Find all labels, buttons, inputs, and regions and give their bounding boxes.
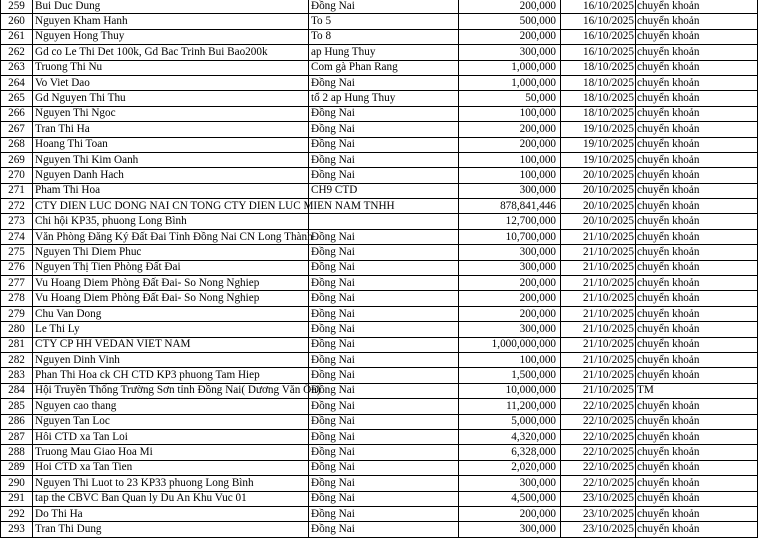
date-cell[interactable]: 21/10/2025 xyxy=(561,291,636,306)
table-row xyxy=(1,429,758,444)
payment-method-cell[interactable]: chuyển khoản xyxy=(636,429,758,444)
table-row xyxy=(1,291,758,306)
amount-cell[interactable]: 200,000 xyxy=(459,122,561,137)
payment-method-cell[interactable]: chuyển khoản xyxy=(636,337,758,352)
date-cell[interactable]: 21/10/2025 xyxy=(561,383,636,398)
row-number-cell[interactable]: 267 xyxy=(1,122,33,137)
date-cell[interactable]: 22/10/2025 xyxy=(561,414,636,429)
date-cell[interactable]: 16/10/2025 xyxy=(561,29,636,44)
amount-cell[interactable]: 2,020,000 xyxy=(459,460,561,475)
amount-cell[interactable]: 200,000 xyxy=(459,276,561,291)
row-number-cell[interactable]: 287 xyxy=(1,429,33,444)
table-row xyxy=(1,352,758,367)
donor-name-cell[interactable]: Gd co Le Thi Det 100k, Gd Bac Trinh Bui Bao200k xyxy=(33,45,309,60)
donor-name-cell[interactable]: tap the CBVC Ban Quan ly Du An Khu Vuc 01 xyxy=(33,491,309,506)
donor-name-cell[interactable]: CTY CP HH VEDAN VIET NAM xyxy=(33,337,309,352)
payment-method-cell[interactable]: chuyển khoản xyxy=(636,91,758,106)
date-cell[interactable]: 20/10/2025 xyxy=(561,214,636,229)
date-cell[interactable]: 22/10/2025 xyxy=(561,429,636,444)
amount-cell[interactable]: 1,000,000 xyxy=(459,75,561,90)
address-cell[interactable]: Đồng Nai xyxy=(309,137,459,152)
table-row xyxy=(1,245,758,260)
row-number-cell[interactable]: 292 xyxy=(1,506,33,521)
table-row xyxy=(1,306,758,321)
row-number-cell[interactable]: 281 xyxy=(1,337,33,352)
address-cell[interactable]: Đồng Nai xyxy=(309,383,459,398)
row-number-cell[interactable]: 293 xyxy=(1,522,33,537)
table-row xyxy=(1,122,758,137)
date-cell[interactable]: 21/10/2025 xyxy=(561,229,636,244)
table-row xyxy=(1,383,758,398)
address-cell[interactable]: Đồng Nai xyxy=(309,476,459,491)
donor-name-cell[interactable]: Truong Thi Nu xyxy=(33,60,309,75)
donor-name-cell[interactable]: Do Thi Ha xyxy=(33,506,309,521)
amount-cell[interactable]: 4,320,000 xyxy=(459,429,561,444)
amount-cell[interactable]: 100,000 xyxy=(459,106,561,121)
address-cell[interactable]: Đồng Nai xyxy=(309,414,459,429)
table-row xyxy=(1,414,758,429)
table-row xyxy=(1,368,758,383)
amount-cell[interactable]: 200,000 xyxy=(459,306,561,321)
table-row xyxy=(1,91,758,106)
date-cell[interactable]: 23/10/2025 xyxy=(561,491,636,506)
amount-cell[interactable]: 11,200,000 xyxy=(459,399,561,414)
row-number-cell[interactable]: 280 xyxy=(1,322,33,337)
address-cell[interactable]: Đồng Nai xyxy=(309,306,459,321)
row-number-cell[interactable]: 270 xyxy=(1,168,33,183)
date-cell[interactable]: 16/10/2025 xyxy=(561,45,636,60)
amount-cell[interactable]: 300,000 xyxy=(459,183,561,198)
row-number-cell[interactable]: 276 xyxy=(1,260,33,275)
date-cell[interactable]: 21/10/2025 xyxy=(561,322,636,337)
payment-method-cell[interactable]: chuyển khoản xyxy=(636,199,758,214)
donor-name-cell[interactable]: Hoang Thi Toan xyxy=(33,137,309,152)
donor-name-cell[interactable]: Nguyen Dinh Vinh xyxy=(33,352,309,367)
table-row xyxy=(1,491,758,506)
table-row xyxy=(1,199,758,214)
donor-name-cell[interactable]: Vo Viet Dao xyxy=(33,75,309,90)
payment-method-cell[interactable]: chuyển khoản xyxy=(636,506,758,521)
amount-cell[interactable]: 300,000 xyxy=(459,476,561,491)
donor-name-cell[interactable]: Le Thi Ly xyxy=(33,322,309,337)
address-cell[interactable]: Đồng Nai xyxy=(309,122,459,137)
row-number-cell[interactable]: 284 xyxy=(1,383,33,398)
donor-name-cell[interactable]: Văn Phòng Đăng Ký Đất Đai Tỉnh Đồng Nai CN Long Thành xyxy=(33,229,309,244)
date-cell[interactable]: 19/10/2025 xyxy=(561,137,636,152)
amount-cell[interactable]: 100,000 xyxy=(459,152,561,167)
address-cell[interactable]: Đồng Nai xyxy=(309,276,459,291)
date-cell[interactable]: 22/10/2025 xyxy=(561,476,636,491)
date-cell[interactable]: 22/10/2025 xyxy=(561,445,636,460)
table-row xyxy=(1,168,758,183)
donor-name-cell[interactable]: Hội Truyền Thống Trường Sơn tỉnh Đồng Nai( Dương Văn Ổn) xyxy=(33,383,309,398)
donor-name-cell[interactable]: Nguyen Danh Hach xyxy=(33,168,309,183)
donor-name-cell[interactable]: Chu Van Dong xyxy=(33,306,309,321)
date-cell[interactable]: 16/10/2025 xyxy=(561,14,636,29)
amount-cell[interactable]: 10,700,000 xyxy=(459,229,561,244)
date-cell[interactable]: 20/10/2025 xyxy=(561,168,636,183)
date-cell[interactable]: 16/10/2025 xyxy=(561,0,636,14)
row-number-cell[interactable]: 279 xyxy=(1,306,33,321)
address-cell[interactable]: Đồng Nai xyxy=(309,337,459,352)
row-number-cell[interactable]: 269 xyxy=(1,152,33,167)
payment-method-cell[interactable]: chuyển khoản xyxy=(636,460,758,475)
payment-method-cell[interactable]: chuyển khoản xyxy=(636,137,758,152)
donor-name-cell[interactable]: Vu Hoang Diem Phòng Đất Đai- So Nong Nghiep xyxy=(33,276,309,291)
table-row xyxy=(1,229,758,244)
row-number-cell[interactable]: 282 xyxy=(1,352,33,367)
row-number-cell[interactable]: 273 xyxy=(1,214,33,229)
amount-cell[interactable]: 1,000,000,000 xyxy=(459,337,561,352)
row-number-cell[interactable]: 286 xyxy=(1,414,33,429)
address-cell[interactable]: Đồng Nai xyxy=(309,322,459,337)
payment-method-cell[interactable]: chuyển khoản xyxy=(636,368,758,383)
table-row xyxy=(1,445,758,460)
address-cell[interactable]: Đồng Nai xyxy=(309,399,459,414)
donor-name-cell[interactable]: Vu Hoang Diem Phòng Đất Đai- So Nong Nghiep xyxy=(33,291,309,306)
amount-cell[interactable]: 1,000,000 xyxy=(459,60,561,75)
address-cell[interactable]: Đồng Nai xyxy=(309,445,459,460)
row-number-cell[interactable]: 265 xyxy=(1,91,33,106)
payment-method-cell[interactable]: chuyển khoản xyxy=(636,260,758,275)
date-cell[interactable]: 22/10/2025 xyxy=(561,399,636,414)
amount-cell[interactable]: 100,000 xyxy=(459,352,561,367)
amount-cell[interactable]: 878,841,446 xyxy=(459,199,561,214)
donor-name-cell[interactable]: Hoi CTD xa Tan Tien xyxy=(33,460,309,475)
amount-cell[interactable]: 4,500,000 xyxy=(459,491,561,506)
donor-name-cell[interactable]: Nguyen Tan Loc xyxy=(33,414,309,429)
payment-method-cell[interactable]: chuyển khoản xyxy=(636,75,758,90)
address-cell[interactable]: Đồng Nai xyxy=(309,260,459,275)
table-row xyxy=(1,45,758,60)
donor-name-cell[interactable]: Phan Thi Hoa ck CH CTD KP3 phuong Tam Hiep xyxy=(33,368,309,383)
date-cell[interactable]: 19/10/2025 xyxy=(561,122,636,137)
payment-method-cell[interactable]: chuyển khoản xyxy=(636,45,758,60)
row-number-cell[interactable]: 285 xyxy=(1,399,33,414)
row-number-cell[interactable]: 291 xyxy=(1,491,33,506)
donor-name-cell[interactable]: Nguyen Kham Hanh xyxy=(33,14,309,29)
address-cell[interactable]: Đồng Nai xyxy=(309,245,459,260)
donor-name-cell[interactable]: Bui Duc Dung xyxy=(33,0,309,14)
table-row xyxy=(1,522,758,537)
address-cell[interactable]: ap Hung Thuy xyxy=(309,45,459,60)
amount-cell[interactable]: 5,000,000 xyxy=(459,414,561,429)
date-cell[interactable]: 21/10/2025 xyxy=(561,337,636,352)
date-cell[interactable]: 18/10/2025 xyxy=(561,106,636,121)
amount-cell[interactable]: 100,000 xyxy=(459,168,561,183)
amount-cell[interactable]: 300,000 xyxy=(459,260,561,275)
row-number-cell[interactable]: 278 xyxy=(1,291,33,306)
donor-name-cell[interactable]: Pham Thi Hoa xyxy=(33,183,309,198)
address-cell[interactable]: To 8 xyxy=(309,29,459,44)
payment-method-cell[interactable]: TM xyxy=(636,383,758,398)
amount-cell[interactable]: 500,000 xyxy=(459,14,561,29)
payment-method-cell[interactable]: chuyển khoản xyxy=(636,60,758,75)
payment-method-cell[interactable]: chuyển khoản xyxy=(636,152,758,167)
address-cell[interactable]: CH9 CTD xyxy=(309,183,459,198)
row-number-cell[interactable]: 289 xyxy=(1,460,33,475)
payment-method-cell[interactable]: chuyển khoản xyxy=(636,229,758,244)
payment-method-cell[interactable]: chuyển khoản xyxy=(636,399,758,414)
donor-name-cell[interactable]: Truong Mau Giao Hoa Mi xyxy=(33,445,309,460)
date-cell[interactable]: 23/10/2025 xyxy=(561,522,636,537)
address-cell[interactable]: Đồng Nai xyxy=(309,0,459,14)
row-number-cell[interactable]: 274 xyxy=(1,229,33,244)
table-row xyxy=(1,476,758,491)
payment-method-cell[interactable]: chuyển khoản xyxy=(636,491,758,506)
amount-cell[interactable]: 200,000 xyxy=(459,506,561,521)
amount-cell[interactable]: 200,000 xyxy=(459,291,561,306)
table-row xyxy=(1,14,758,29)
date-cell[interactable]: 21/10/2025 xyxy=(561,260,636,275)
address-cell[interactable]: Đồng Nai xyxy=(309,168,459,183)
row-number-cell[interactable]: 263 xyxy=(1,60,33,75)
row-number-cell[interactable]: 272 xyxy=(1,199,33,214)
donor-name-cell[interactable]: Nguyen Hong Thuy xyxy=(33,29,309,44)
row-number-cell[interactable]: 288 xyxy=(1,445,33,460)
amount-cell[interactable]: 6,328,000 xyxy=(459,445,561,460)
address-cell[interactable]: tổ 2 ap Hung Thuy xyxy=(309,91,459,106)
donation-table-body xyxy=(1,0,758,537)
payment-method-cell[interactable]: chuyển khoản xyxy=(636,522,758,537)
donor-name-cell[interactable]: Nguyen Thi Luot to 23 KP33 phuong Long Bình xyxy=(33,476,309,491)
table-row xyxy=(1,75,758,90)
date-cell[interactable]: 18/10/2025 xyxy=(561,75,636,90)
address-cell[interactable]: Đồng Nai xyxy=(309,491,459,506)
donor-name-cell[interactable]: Nguyen Thị Tien Phòng Đất Đai xyxy=(33,260,309,275)
payment-method-cell[interactable]: chuyển khoản xyxy=(636,352,758,367)
payment-method-cell[interactable]: chuyển khoản xyxy=(636,476,758,491)
table-row xyxy=(1,106,758,121)
row-number-cell[interactable]: 283 xyxy=(1,368,33,383)
donor-name-cell[interactable]: Nguyen Thi Diem Phuc xyxy=(33,245,309,260)
payment-method-cell[interactable]: chuyển khoản xyxy=(636,14,758,29)
table-row xyxy=(1,337,758,352)
payment-method-cell[interactable]: chuyển khoản xyxy=(636,245,758,260)
donor-name-cell[interactable]: Nguyen Thi Ngoc xyxy=(33,106,309,121)
amount-cell[interactable]: 200,000 xyxy=(459,0,561,14)
row-number-cell[interactable]: 290 xyxy=(1,476,33,491)
payment-method-cell[interactable]: chuyển khoản xyxy=(636,122,758,137)
date-cell[interactable]: 21/10/2025 xyxy=(561,306,636,321)
address-cell[interactable]: Đồng Nai xyxy=(309,460,459,475)
donor-name-cell[interactable]: Gd Nguyen Thi Thu xyxy=(33,91,309,106)
address-cell[interactable]: Đồng Nai xyxy=(309,368,459,383)
donor-name-cell[interactable]: Nguyen cao thang xyxy=(33,399,309,414)
amount-cell[interactable]: 300,000 xyxy=(459,45,561,60)
date-cell[interactable]: 23/10/2025 xyxy=(561,506,636,521)
address-cell[interactable]: Đồng Nai xyxy=(309,352,459,367)
row-number-cell[interactable]: 275 xyxy=(1,245,33,260)
table-row xyxy=(1,183,758,198)
date-cell[interactable]: 22/10/2025 xyxy=(561,460,636,475)
table-row xyxy=(1,137,758,152)
date-cell[interactable]: 21/10/2025 xyxy=(561,368,636,383)
payment-method-cell[interactable]: chuyển khoản xyxy=(636,29,758,44)
address-cell[interactable]: Đồng Nai xyxy=(309,229,459,244)
table-row xyxy=(1,0,758,14)
table-row xyxy=(1,60,758,75)
amount-cell[interactable]: 50,000 xyxy=(459,91,561,106)
address-cell[interactable]: Đồng Nai xyxy=(309,152,459,167)
payment-method-cell[interactable]: chuyển khoản xyxy=(636,183,758,198)
address-cell[interactable]: Đồng Nai xyxy=(309,106,459,121)
payment-method-cell[interactable]: chuyển khoản xyxy=(636,0,758,14)
payment-method-cell[interactable]: chuyển khoản xyxy=(636,414,758,429)
date-cell[interactable]: 21/10/2025 xyxy=(561,276,636,291)
amount-cell[interactable]: 300,000 xyxy=(459,522,561,537)
table-row xyxy=(1,29,758,44)
row-number-cell[interactable]: 266 xyxy=(1,106,33,121)
row-number-cell[interactable]: 277 xyxy=(1,276,33,291)
row-number-cell[interactable]: 260 xyxy=(1,14,33,29)
address-cell[interactable]: Đồng Nai xyxy=(309,75,459,90)
amount-cell[interactable]: 1,500,000 xyxy=(459,368,561,383)
date-cell[interactable]: 18/10/2025 xyxy=(561,91,636,106)
row-number-cell[interactable]: 264 xyxy=(1,75,33,90)
payment-method-cell[interactable]: chuyển khoản xyxy=(636,306,758,321)
row-number-cell[interactable]: 268 xyxy=(1,137,33,152)
payment-method-cell[interactable]: chuyển khoản xyxy=(636,214,758,229)
table-row xyxy=(1,152,758,167)
table-row xyxy=(1,460,758,475)
address-cell[interactable]: To 5 xyxy=(309,14,459,29)
address-cell[interactable]: Đồng Nai xyxy=(309,291,459,306)
address-cell[interactable] xyxy=(309,214,459,229)
amount-cell[interactable]: 12,700,000 xyxy=(459,214,561,229)
table-row xyxy=(1,322,758,337)
row-number-cell[interactable]: 259 xyxy=(1,0,33,14)
table-row xyxy=(1,399,758,414)
donor-name-cell[interactable]: Chi hội KP35, phuong Long Bình xyxy=(33,214,309,229)
payment-method-cell[interactable]: chuyển khoản xyxy=(636,276,758,291)
payment-method-cell[interactable]: chuyển khoản xyxy=(636,445,758,460)
date-cell[interactable]: 21/10/2025 xyxy=(561,352,636,367)
donor-name-cell[interactable]: Hôi CTD xa Tan Loi xyxy=(33,429,309,444)
payment-method-cell[interactable]: chuyển khoản xyxy=(636,291,758,306)
row-number-cell[interactable]: 262 xyxy=(1,45,33,60)
payment-method-cell[interactable]: chuyển khoản xyxy=(636,322,758,337)
table-row xyxy=(1,260,758,275)
donor-name-cell[interactable]: CTY DIEN LUC DONG NAI CN TONG CTY DIEN LUC MIEN NAM TNHH xyxy=(33,199,309,214)
donor-name-cell[interactable]: Nguyen Thi Kim Oanh xyxy=(33,152,309,167)
address-cell[interactable]: Đồng Nai xyxy=(309,522,459,537)
table-row xyxy=(1,276,758,291)
date-cell[interactable]: 21/10/2025 xyxy=(561,245,636,260)
address-cell[interactable]: Com gà Phan Rang xyxy=(309,60,459,75)
address-cell[interactable]: Đồng Nai xyxy=(309,429,459,444)
date-cell[interactable]: 20/10/2025 xyxy=(561,199,636,214)
donor-name-cell[interactable]: Tran Thi Ha xyxy=(33,122,309,137)
address-cell[interactable]: Đồng Nai xyxy=(309,506,459,521)
amount-cell[interactable]: 300,000 xyxy=(459,322,561,337)
amount-cell[interactable]: 300,000 xyxy=(459,245,561,260)
row-number-cell[interactable]: 261 xyxy=(1,29,33,44)
donor-name-cell[interactable]: Tran Thi Dung xyxy=(33,522,309,537)
date-cell[interactable]: 20/10/2025 xyxy=(561,183,636,198)
amount-cell[interactable]: 10,000,000 xyxy=(459,383,561,398)
table-row xyxy=(1,214,758,229)
amount-cell[interactable]: 200,000 xyxy=(459,29,561,44)
row-number-cell[interactable]: 271 xyxy=(1,183,33,198)
payment-method-cell[interactable]: chuyển khoản xyxy=(636,106,758,121)
amount-cell[interactable]: 200,000 xyxy=(459,137,561,152)
date-cell[interactable]: 18/10/2025 xyxy=(561,60,636,75)
payment-method-cell[interactable]: chuyển khoản xyxy=(636,168,758,183)
table-row xyxy=(1,506,758,521)
date-cell[interactable]: 19/10/2025 xyxy=(561,152,636,167)
